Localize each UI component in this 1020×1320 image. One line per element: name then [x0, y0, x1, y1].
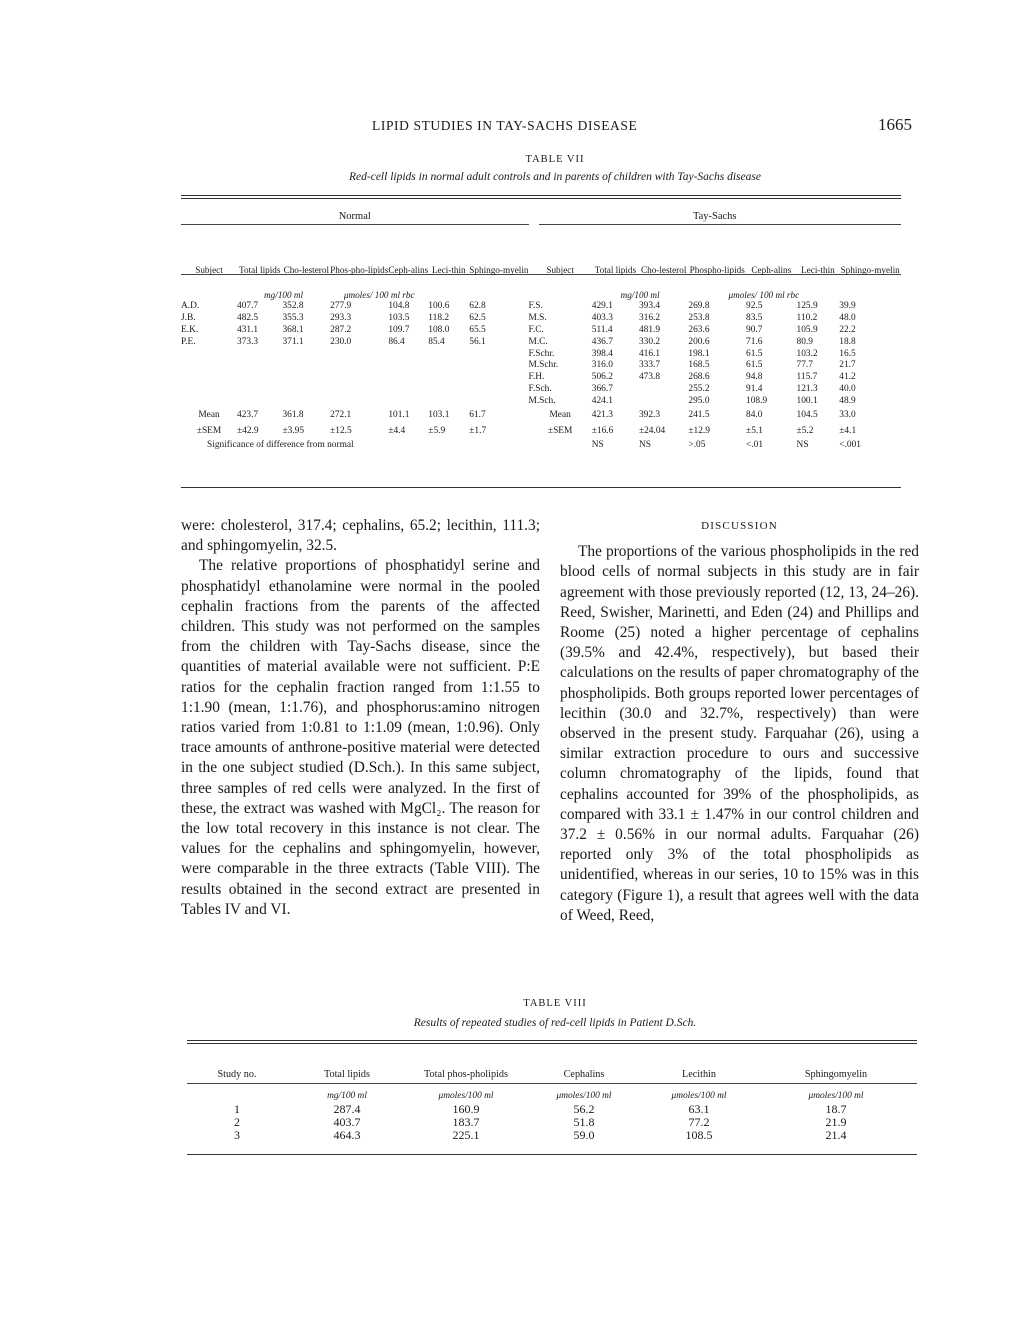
table7-ts-value: 263.6: [688, 324, 710, 335]
table7-group-normal: Normal: [338, 210, 371, 222]
table7-header-cell: Subject: [195, 265, 223, 276]
table7-ts-value: 330.2: [638, 336, 661, 347]
table-row: [181, 394, 901, 406]
table7-stat-cell: ±SEM: [547, 425, 573, 436]
table7-normal-value: 104.8: [388, 301, 410, 312]
table7-normal-value: 100.6: [428, 301, 450, 312]
table8-value: 56.2: [573, 1101, 595, 1116]
table7-unit-umoles: μmoles/ 100 ml rbc: [728, 289, 800, 300]
table7-ts-value: 48.9: [839, 395, 856, 406]
table7-normal-value: [330, 371, 388, 383]
table7-normal-subject: J.B.: [181, 313, 196, 324]
table7-normal-value: 85.4: [428, 336, 445, 347]
table7-normal-value: 293.3: [330, 313, 352, 324]
table7-ts-value: 80.9: [796, 336, 813, 347]
paragraph: The relative proportions of phosphatidyl serine and phosphatidyl ethanolamine were normal in the pooled cephalin fractions from the parents of the affected children. This study was not performed on the samples from the children with Tay-Sachs disease, since the quantities of material available were not sufficient. P:E ratios for the cephalin fraction ranged from 1:1.55 to 1:1.90 (mean, 1:1.76), and phosphorus:amino nitrogen ratios varied from 1:0.81 to 1:1.09 (mean, 1:0.96). Only trace amounts of anthrone-positive material were detected in the one subject studied (D.Sch.). In this same subject, three samples of red cells were analyzed. In the first of these, the extract was washed with MgCl₂. The reason for the low total recovery in this instance is not clear. The values for the cephalins and sphingomyelin, however, were comparable in the three extracts (Table VIII). The results obtained in the second extract are presented in Tables IV and VI.: [181, 557, 540, 918]
table8-header-cell: Total lipids: [324, 1068, 370, 1080]
right-text-column: [560, 516, 919, 926]
table7-ts-value: 424.1: [591, 395, 613, 406]
table8-bottom-rule: [187, 1154, 917, 1155]
table7-stat-cell: ±SEM: [196, 425, 222, 436]
table7-header-cell: Total lipids: [594, 265, 637, 276]
table-row: [181, 383, 901, 395]
table7-normal-value: [469, 359, 528, 371]
table7-ts-value: 18.8: [839, 336, 856, 347]
table7-normal-value: [469, 347, 528, 359]
table7-normal-value: [330, 383, 388, 395]
table-row: [187, 1102, 917, 1115]
table7-header-cell: Leci-thin: [801, 265, 835, 276]
table7-stat-cell: 84.0: [746, 409, 763, 420]
table7-ts-value: 436.7: [591, 336, 613, 347]
table7-blank: [528, 436, 591, 450]
table7-ts-subject: F.Schr.: [528, 348, 555, 359]
table7-stat-cell: 272.1: [330, 409, 352, 420]
table7-ts-value: 41.2: [839, 372, 856, 383]
table7-normal-value: 230.0: [330, 336, 352, 347]
table7-stat-cell: 33.0: [839, 409, 856, 420]
table7-ts-value: 108.9: [746, 395, 768, 406]
table7-normal-value: [428, 347, 469, 359]
table7-normal-value: 62.8: [469, 301, 486, 312]
table7-ts-value: 398.4: [591, 348, 613, 359]
table8-header-cell: Sphingomyelin: [804, 1068, 868, 1080]
table-row: [181, 359, 901, 371]
table7-ts-value: 393.4: [638, 301, 661, 312]
table7-stat-cell: 241.5: [688, 409, 710, 420]
table7-significance-value: <.001: [839, 439, 861, 450]
table7-ts-value: 198.1: [688, 348, 710, 359]
table7-label: TABLE VII: [525, 154, 585, 165]
table7-header-cell: Sphingo-myelin: [469, 265, 529, 276]
table7-normal-value: 431.1: [237, 324, 259, 335]
table7-stat-cell: ±4.1: [839, 425, 857, 436]
table7-ts-value: 39.9: [839, 301, 856, 312]
table7-stat-cell: ±24.04: [638, 425, 666, 436]
table7-normal-value: 103.5: [388, 313, 410, 324]
table7-stat-cell: ±3.95: [282, 425, 305, 436]
table7-normal-value: [428, 383, 469, 395]
table7-stat-cell: ±12.5: [330, 425, 352, 436]
table8-value: 59.0: [573, 1127, 595, 1142]
table7-header-cell: Phospho-lipids: [689, 265, 745, 276]
table7: [181, 204, 901, 450]
table8-value: 225.1: [452, 1127, 480, 1142]
table7-ts-value: 366.7: [591, 383, 613, 394]
table7-ts-subject: M.C.: [528, 336, 548, 347]
table7-ts-value: 295.0: [688, 395, 710, 406]
table7-stat-cell: 361.8: [282, 409, 304, 420]
table7-stat-cell: Mean: [549, 409, 571, 420]
table7-normal-value: 355.3: [282, 313, 304, 324]
table7-ts-value: 40.0: [839, 383, 856, 394]
table7-ts-value: 255.2: [688, 383, 710, 394]
table7-header-cell: Ceph-alins: [751, 265, 792, 276]
table7-stat-cell: 103.1: [428, 409, 450, 420]
table7-ts-value: 403.3: [591, 313, 613, 324]
table7-normal-value: 371.1: [282, 336, 304, 347]
table7-stat-cell: ±1.7: [469, 425, 487, 436]
table8-value: 77.2: [688, 1114, 710, 1129]
table7-top-rule-2: [181, 198, 901, 199]
table7-header-cell: Leci-thin: [431, 265, 466, 276]
table7-stat-cell: Mean: [198, 409, 220, 420]
page-number: 1665: [878, 115, 912, 134]
table7-significance-label: Significance of difference from normal: [207, 439, 354, 450]
table8-value: 51.8: [573, 1114, 595, 1129]
table-row: [187, 1115, 917, 1128]
table7-significance-value: NS: [796, 439, 809, 450]
table7-ts-value: 121.3: [796, 383, 818, 394]
table7-normal-subject: [181, 371, 237, 383]
table7-ts-subject: F.S.: [528, 301, 543, 312]
table7-ts-value: 61.5: [746, 348, 763, 359]
table7-significance-value: NS: [638, 439, 651, 450]
table8-value: 108.5: [685, 1127, 713, 1142]
table7-caption: Red-cell lipids in normal adult controls and in parents of children with Tay-Sachs disease: [349, 171, 761, 183]
table7-stat-cell: ±42.9: [237, 425, 259, 436]
table7-header-cell: Subject: [546, 265, 574, 276]
table7-normal-value: 65.5: [469, 324, 486, 335]
table8-value: 18.7: [825, 1101, 847, 1116]
table-row: [181, 312, 901, 324]
table7-ts-subject: M.Sch.: [528, 395, 556, 406]
table7-ts-value: 125.9: [796, 301, 818, 312]
table7-normal-value: 56.1: [469, 336, 486, 347]
table7-ts-value: 16.5: [839, 348, 856, 359]
table7-normal-value: [388, 394, 428, 406]
table8-value: 464.3: [333, 1127, 361, 1142]
table7-ts-value: 105.9: [796, 324, 818, 335]
table7-normal-value: [282, 394, 330, 406]
table8: [187, 1046, 917, 1141]
table-row: [181, 371, 901, 383]
table7-ts-subject: F.C.: [528, 324, 544, 335]
table7-normal-value: 62.5: [469, 313, 486, 324]
table8-value: 403.7: [333, 1114, 361, 1129]
table7-header-cell: Cho-lesterol: [283, 265, 329, 276]
table7-normal-value: [237, 383, 282, 395]
table7-ts-value: 61.5: [746, 360, 763, 371]
table7-normal-value: [237, 347, 282, 359]
table8-header-cell: Study no.: [217, 1068, 257, 1080]
table8-value: 160.9: [452, 1101, 480, 1116]
table8-value: 63.1: [688, 1101, 710, 1116]
table7-ts-value: 21.7: [839, 360, 856, 371]
table8-value: 287.4: [333, 1101, 361, 1116]
table7-ts-value: [639, 394, 688, 406]
table7-normal-subject: [181, 347, 237, 359]
table8-value: 21.4: [825, 1127, 847, 1142]
table7-header-cell: Total lipids: [239, 265, 281, 276]
table7-stat-cell: 101.1: [388, 409, 410, 420]
table7-ts-value: 429.1: [591, 301, 613, 312]
table7-normal-subject: E.K.: [181, 324, 199, 335]
table7-normal-value: [388, 347, 428, 359]
table7-normal-value: [428, 359, 469, 371]
table7-stat-cell: ±4.4: [388, 425, 406, 436]
table7-ts-value: 71.6: [746, 336, 763, 347]
table7-ts-value: 416.1: [638, 348, 661, 359]
table7-normal-value: 86.4: [388, 336, 405, 347]
table7-normal-subject: [181, 359, 237, 371]
table7-stat-cell: ±5.2: [796, 425, 814, 436]
table7-ts-value: 91.4: [746, 383, 763, 394]
table7-normal-value: [282, 359, 330, 371]
table8-header-cell: Lecithin: [682, 1068, 716, 1080]
table7-normal-value: [388, 383, 428, 395]
table7-ts-value: 48.0: [839, 313, 856, 324]
table7-ts-value: 110.2: [796, 313, 818, 324]
table7-normal-value: 108.0: [428, 324, 450, 335]
table8-study-no: 3: [234, 1127, 240, 1142]
table8-value: 21.9: [825, 1114, 847, 1129]
table7-normal-value: 352.8: [282, 301, 304, 312]
table7-normal-value: [237, 394, 282, 406]
table7-significance-value: <.01: [746, 439, 764, 450]
table7-normal-value: 277.9: [330, 301, 352, 312]
table7-ts-value: 168.5: [688, 360, 710, 371]
table7-normal-value: [428, 394, 469, 406]
table7-normal-value: [282, 347, 330, 359]
table7-ts-value: 200.6: [688, 336, 710, 347]
table7-stat-cell: 392.3: [638, 409, 661, 420]
section-heading: DISCUSSION: [701, 520, 778, 532]
table7-ts-subject: F.Sch.: [528, 383, 552, 394]
table7-significance-row: [181, 436, 901, 450]
table7-header-cell: Sphingo-myelin: [840, 265, 900, 276]
table7-ts-value: 333.7: [638, 360, 661, 371]
table8-top-rule: [187, 1040, 917, 1041]
table7-ts-value: 268.6: [688, 372, 710, 383]
table8-unit: μmoles/100 ml: [556, 1091, 612, 1101]
table7-normal-value: [388, 359, 428, 371]
table7-significance-value: >.05: [688, 439, 706, 450]
table7-normal-value: [237, 371, 282, 383]
table-row: [181, 300, 901, 312]
table7-ts-value: 269.8: [688, 301, 710, 312]
table7-ts-subject: M.S.: [528, 313, 547, 324]
table7-bottom-rule: [181, 487, 901, 488]
table7-normal-value: [237, 359, 282, 371]
table7-ts-value: 253.8: [688, 313, 710, 324]
table7-unit-umoles: μmoles/ 100 ml rbc: [343, 289, 415, 300]
table7-stat-row: [181, 406, 901, 420]
table7-ts-subject: M.Schr.: [528, 360, 559, 371]
table7-header-cell: Phos-pho-lipids: [330, 265, 389, 276]
table7-stat-cell: ±5.9: [428, 425, 446, 436]
table7-stat-cell: ±12.9: [688, 425, 710, 436]
table7-normal-subject: [181, 394, 237, 406]
table7-ts-value: 473.8: [638, 372, 661, 383]
table7-normal-value: [330, 394, 388, 406]
table8-label: TABLE VIII: [523, 998, 587, 1009]
table7-normal-value: 118.2: [428, 313, 450, 324]
table7-ts-value: 77.7: [796, 360, 813, 371]
table7-ts-value: 506.2: [591, 372, 613, 383]
table7-normal-value: 368.1: [282, 324, 304, 335]
table8-unit: μmoles/100 ml: [438, 1091, 494, 1101]
running-title: LIPID STUDIES IN TAY-SACHS DISEASE: [372, 118, 638, 133]
table7-top-rule: [181, 195, 901, 196]
table7-ts-value: 92.5: [746, 301, 763, 312]
paragraph: The proportions of the various phospholipids in the red blood cells of normal subjects in this study are in fair agreement with those previously reported (12, 13, 24–26). Reed, Swisher, Marinetti, and Eden (24) and Phillips and Roome (25) noted a higher percentage of cephalins (39.5% and 42.4%, respectively), but based their calculations on the results of paper chromatography of the phospholipids. Both groups reported lower percentages of lecithin (30.0 and 32.7%, respectively) than were observed in the present study. Farquahar (26), using a similar extraction procedure to ours and successive column chromatography of the lipids, found that cephalins accounted for 39% of the phospholipids, as compared with 33.1 ± 1.47% in our control children and 37.2 ± 0.56% in our normal adults. Farquahar (26) reported only 3% of the total phospholipids as unidentified, whereas in our series, 10 to 15% was in this category (Figure 1), a result that agrees well with the data of Weed, Reed,: [560, 543, 919, 924]
table8-value: 183.7: [452, 1114, 480, 1129]
table7-ts-value: 316.2: [638, 313, 661, 324]
table7-ts-value: 90.7: [746, 324, 763, 335]
table8-top-rule-2: [187, 1043, 917, 1044]
table7-ts-value: 83.5: [746, 313, 763, 324]
table7-ts-value: 511.4: [591, 324, 613, 335]
table8-study-no: 2: [234, 1114, 240, 1129]
table7-group-tay-sachs: Tay-Sachs: [692, 210, 737, 222]
table7-ts-value: 103.2: [796, 348, 818, 359]
table8-unit: mg/100 ml: [327, 1091, 367, 1101]
table7-ts-value: 115.7: [796, 372, 818, 383]
table7-ts-value: 94.8: [746, 372, 763, 383]
table7-ts-value: 22.2: [839, 324, 856, 335]
table7-normal-value: 109.7: [388, 324, 410, 335]
table7-normal-value: 482.5: [237, 313, 259, 324]
table8-header-cell: Cephalins: [563, 1068, 605, 1080]
table8-unit: [187, 1080, 287, 1102]
table7-unit-mg: mg/100 ml: [620, 289, 660, 300]
table7-normal-subject: [181, 383, 237, 395]
table7-normal-value: 287.2: [330, 324, 352, 335]
table7-stat-cell: 61.7: [469, 409, 486, 420]
left-text-column: [181, 516, 540, 920]
table7-header-cell: Cho-lesterol: [640, 265, 687, 276]
table7-normal-value: [428, 371, 469, 383]
table7-normal-value: [282, 371, 330, 383]
table7-normal-value: [388, 371, 428, 383]
table7-stat-row: [181, 420, 901, 436]
table7-normal-value: [330, 347, 388, 359]
table-row: [181, 347, 901, 359]
table-row: [187, 1128, 917, 1141]
table7-unit-mg: mg/100 ml: [264, 289, 304, 300]
table7-stat-cell: 104.5: [796, 409, 818, 420]
table7-normal-subject: P.E.: [181, 336, 196, 347]
table8-study-no: 1: [234, 1101, 240, 1116]
table7-ts-value: [639, 383, 688, 395]
table7-stat-cell: ±16.6: [591, 425, 614, 436]
table7-normal-subject: A.D.: [181, 301, 200, 312]
table7-normal-value: 407.7: [237, 301, 259, 312]
table7-normal-value: [469, 371, 528, 383]
table7-normal-value: 373.3: [237, 336, 259, 347]
table-row: [181, 335, 901, 347]
table8-caption: Results of repeated studies of red-cell lipids in Patient D.Sch.: [413, 1017, 697, 1029]
table7-stat-cell: 421.3: [591, 409, 613, 420]
table7-normal-value: [330, 359, 388, 371]
table7-stat-cell: ±5.1: [746, 425, 763, 436]
table7-normal-value: [469, 383, 528, 395]
table7-ts-value: 316.0: [591, 360, 613, 371]
table7-ts-value: 100.1: [796, 395, 818, 406]
table8-header-cell: Total phos-pholipids: [424, 1068, 508, 1080]
table7-stat-cell: 423.7: [237, 409, 259, 420]
table7-ts-value: 481.9: [638, 324, 661, 335]
table8-unit: μmoles/100 ml: [808, 1091, 864, 1101]
paragraph: were: cholesterol, 317.4; cephalins, 65.2; lecithin, 111.3; and sphingomyelin, 32.5.: [181, 517, 540, 555]
table7-normal-value: [282, 383, 330, 395]
table8-unit: μmoles/100 ml: [671, 1091, 727, 1101]
table-row: [181, 324, 901, 336]
table7-significance-value: NS: [591, 439, 604, 450]
table7-ts-subject: F.H.: [528, 372, 545, 383]
table7-normal-value: [469, 394, 528, 406]
table7-header-cell: Ceph-alins: [388, 265, 429, 276]
